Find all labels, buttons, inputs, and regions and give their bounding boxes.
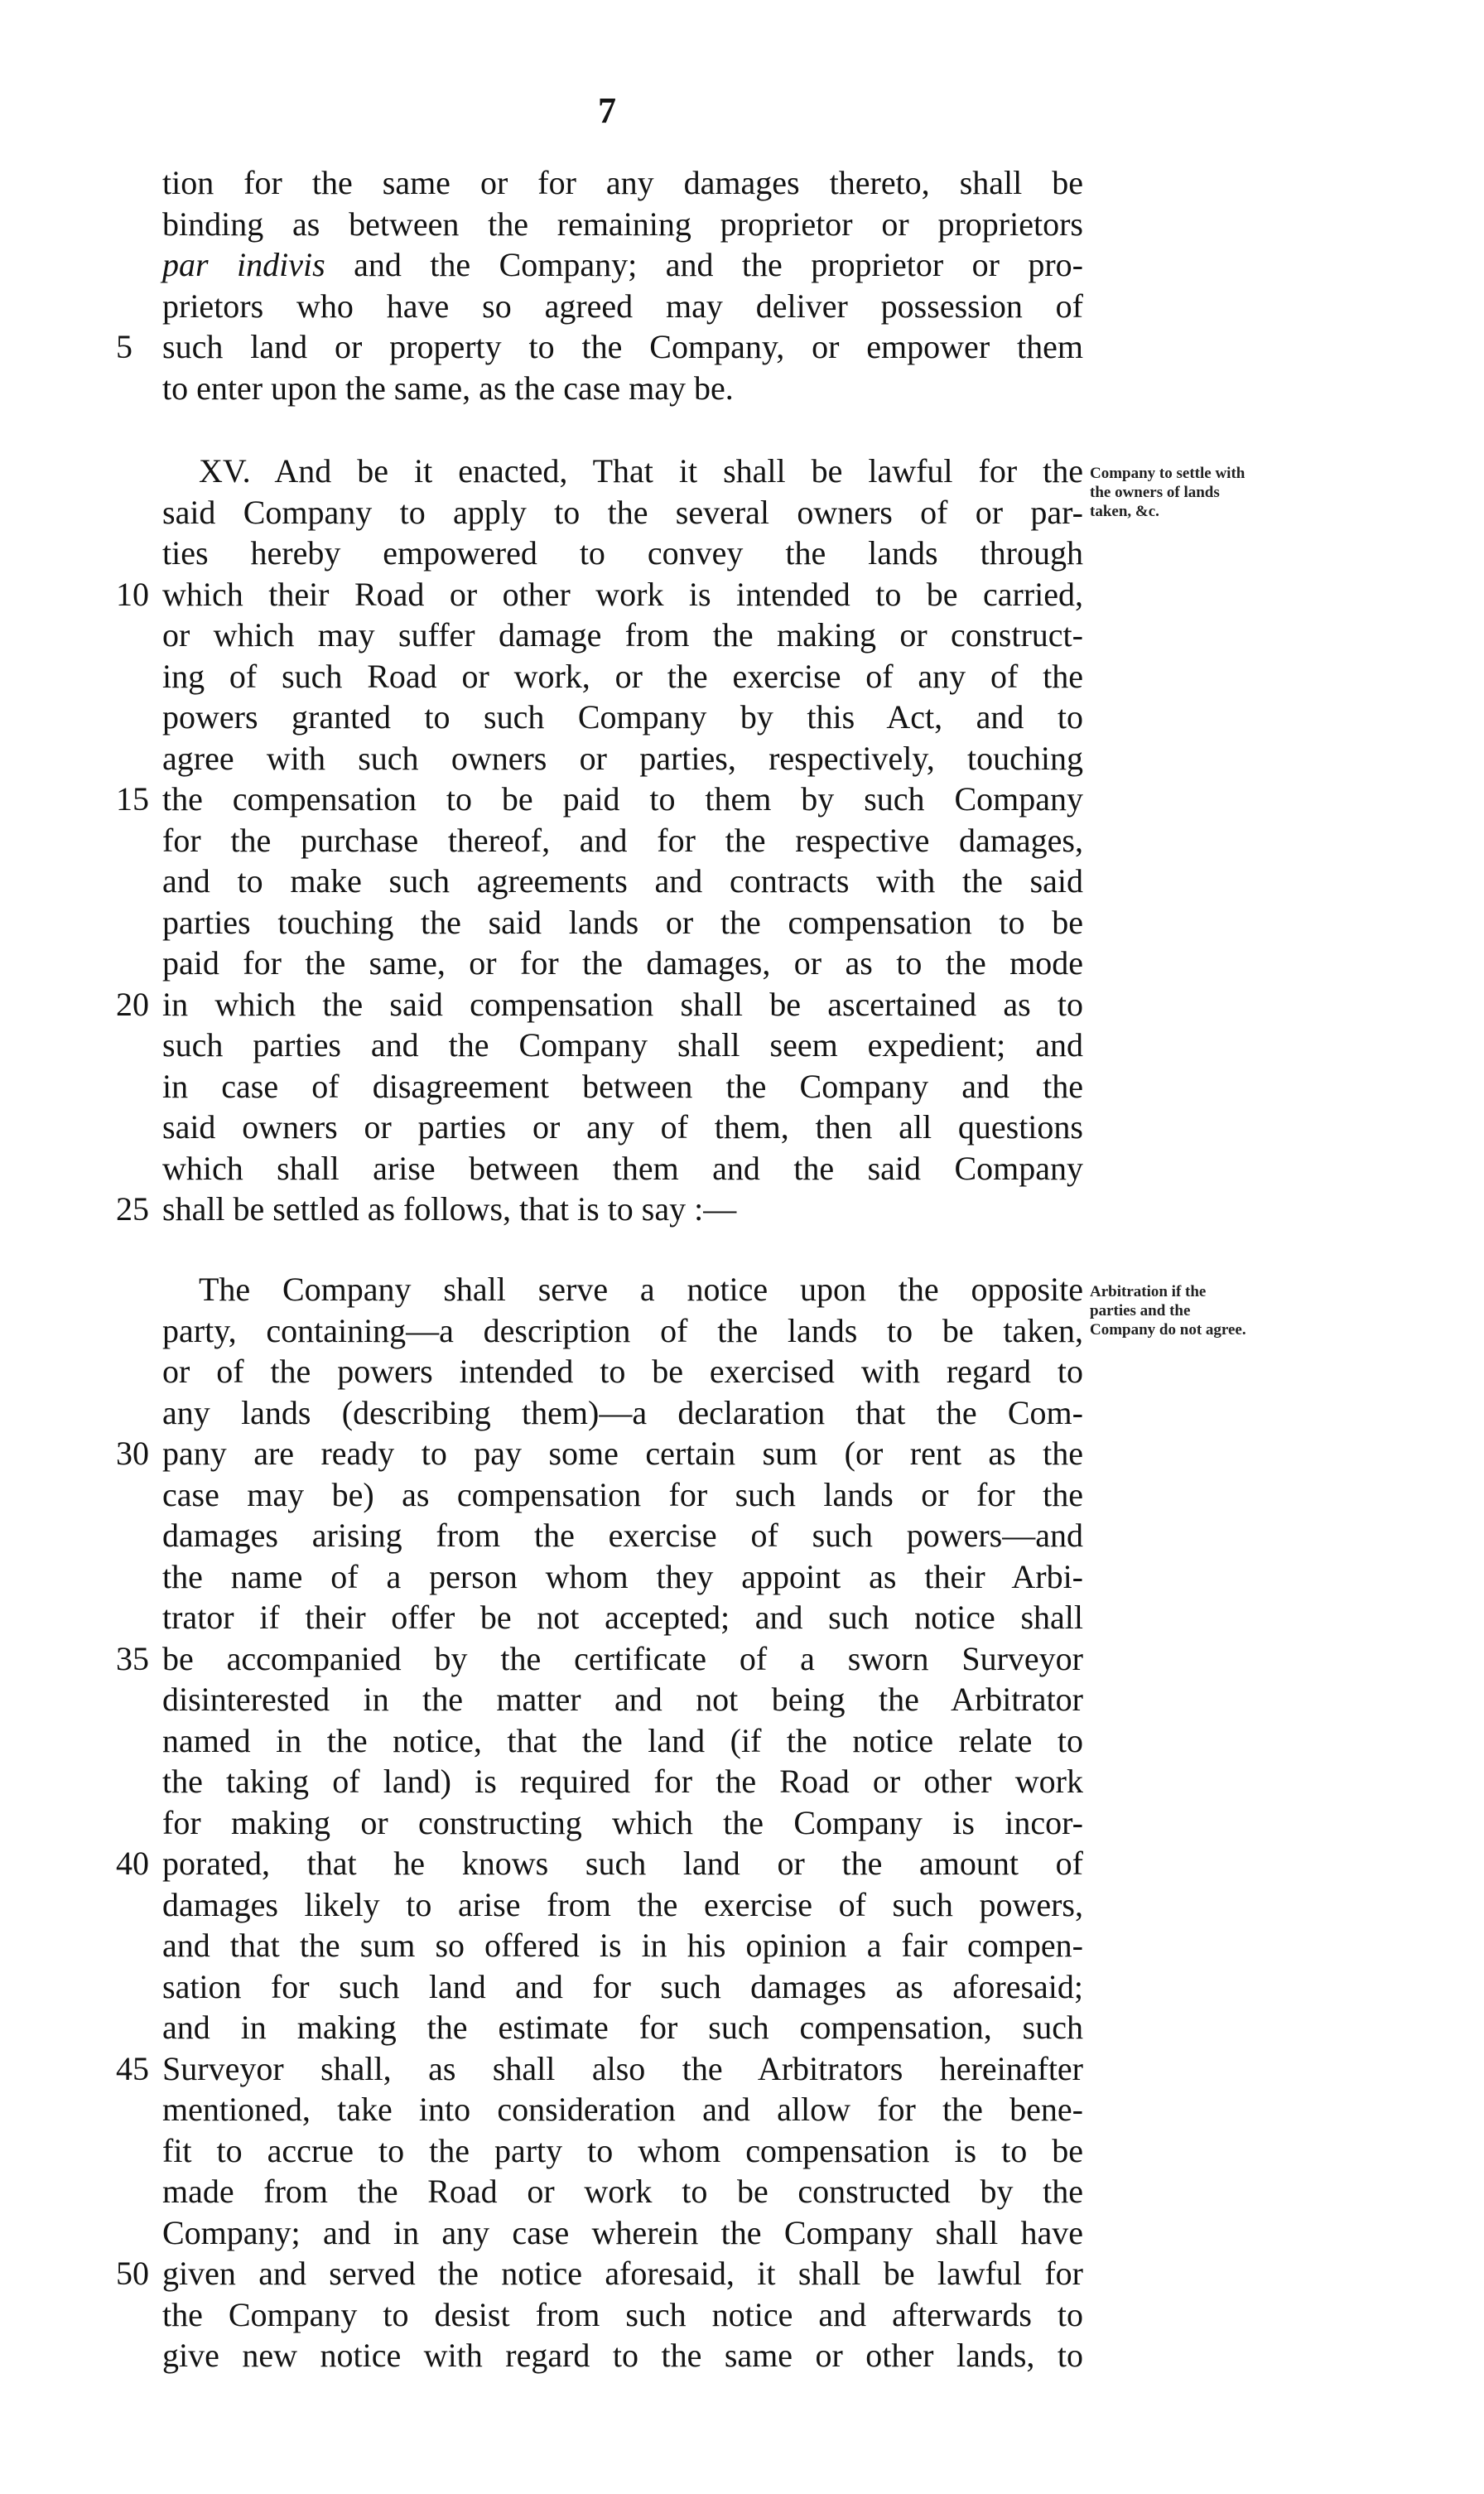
line-text: which shall arise between them and the said Company xyxy=(162,1149,1083,1187)
line-text: The Company shall serve a notice upon the opposite xyxy=(199,1271,1083,1308)
line-text: XV. And be it enacted, That it shall be lawful for the xyxy=(199,452,1083,490)
line-text: be accompanied by the certificate of a sworn Surveyor xyxy=(162,1639,1083,1677)
text-line xyxy=(116,1843,1083,1884)
text-line xyxy=(162,1679,1083,1720)
text-line xyxy=(116,1433,1083,1474)
text-line xyxy=(116,326,1083,368)
text-line xyxy=(162,1107,1083,1148)
text-line xyxy=(162,1515,1083,1556)
paragraph-notice xyxy=(116,1269,1083,2376)
line-text: such parties and the Company shall seem expedient; and xyxy=(162,1026,1083,1064)
text-line xyxy=(162,1925,1083,1966)
line-text: named in the notice, that the land (if the notice relate to xyxy=(162,1721,1083,1759)
line-text: prietors who have so agreed may deliver possession of xyxy=(162,287,1083,325)
text-line xyxy=(162,656,1083,697)
latin-phrase: par indivis xyxy=(162,246,325,283)
line-text: tion for the same or for any damages thereto, shall be xyxy=(162,164,1083,201)
line-text: Surveyor shall, as shall also the Arbitrators hereinafter xyxy=(162,2049,1083,2087)
text-line xyxy=(162,1802,1083,1844)
line-text: porated, that he knows such land or the amount of xyxy=(162,1845,1083,1882)
text-line xyxy=(162,1310,1083,1352)
line-text: disinterested in the matter and not being the Arbitrator xyxy=(162,1681,1083,1718)
line-text: agree with such owners or parties, respectively, touching xyxy=(162,739,1083,777)
text-line xyxy=(116,1189,1083,1230)
line-number: 15 xyxy=(116,780,149,818)
text-line xyxy=(162,2335,1083,2376)
text-line xyxy=(162,1269,1083,1310)
line-text: and that the sum so offered is in his opinion a fair compen- xyxy=(162,1927,1083,1964)
text-line xyxy=(162,1884,1083,1926)
text-line xyxy=(162,2212,1083,2254)
text-line xyxy=(162,943,1083,984)
line-text: or which may suffer damage from the making or construct- xyxy=(162,616,1083,654)
line-text: damages likely to arise from the exercise of such powers, xyxy=(162,1885,1083,1923)
line-text: or of the powers intended to be exercised with regard to xyxy=(162,1353,1083,1390)
page-number: 7 xyxy=(598,90,616,131)
line-text: damages arising from the exercise of such powers—and xyxy=(162,1517,1083,1554)
text-line xyxy=(162,492,1083,533)
line-number: 45 xyxy=(116,2049,149,2087)
text-line xyxy=(162,1761,1083,1802)
line-text: which their Road or other work is intended to be carried, xyxy=(162,575,1083,613)
text-line xyxy=(116,2253,1083,2294)
text-line xyxy=(162,2130,1083,2172)
line-number: 20 xyxy=(116,985,149,1023)
line-text: shall be settled as follows, that is to say :— xyxy=(162,1190,737,1228)
text-line xyxy=(162,1474,1083,1516)
line-text: and in making the estimate for such compensation, such xyxy=(162,2009,1083,2046)
line-number: 10 xyxy=(116,575,149,613)
line-text: in which the said compensation shall be ascertained as to xyxy=(162,985,1083,1023)
text-line xyxy=(162,368,1083,409)
line-text: ties hereby empowered to convey the lands through xyxy=(162,534,1083,572)
line-text: ing of such Road or work, or the exercise of any of the xyxy=(162,657,1083,695)
line-text: party, containing—a description of the lands to be taken, xyxy=(162,1311,1083,1349)
text-line xyxy=(162,1966,1083,2008)
line-text: Company; and in any case wherein the Company shall have xyxy=(162,2213,1083,2251)
line-text: parties touching the said lands or the compensation to be xyxy=(162,903,1083,941)
line-text: fit to accrue to the party to whom compensation is to be xyxy=(162,2131,1083,2169)
line-text: given and served the notice aforesaid, it shall be lawful for xyxy=(162,2255,1083,2292)
sidenote-arbitration: Arbitration if the parties and the Company do not agree. xyxy=(1090,1283,1246,1339)
line-number: 50 xyxy=(116,2255,149,2292)
line-text: said Company to apply to the several owners of or par- xyxy=(162,493,1083,531)
line-text: for making or constructing which the Company is incor- xyxy=(162,1803,1083,1841)
text-line xyxy=(162,1556,1083,1598)
text-line xyxy=(162,244,1083,286)
line-text: powers granted to such Company by this Act, and to xyxy=(162,698,1083,736)
text-line xyxy=(162,615,1083,656)
line-text: binding as between the remaining proprietor or proprietors xyxy=(162,205,1083,243)
text-line xyxy=(162,697,1083,738)
line-text: give new notice with regard to the same or other lands, to xyxy=(162,2337,1083,2374)
line-text: paid for the same, or for the damages, or as to the mode xyxy=(162,944,1083,982)
paragraph-section-xv xyxy=(116,451,1083,1230)
text-line xyxy=(162,1025,1083,1066)
line-number: 30 xyxy=(116,1435,149,1472)
text-line xyxy=(162,820,1083,861)
text-line xyxy=(162,902,1083,943)
text-line xyxy=(162,451,1083,492)
line-text: and to make such agreements and contracts with the said xyxy=(162,862,1083,900)
line-number: 40 xyxy=(116,1845,149,1882)
paragraph-continuation xyxy=(116,162,1083,408)
text-line xyxy=(116,984,1083,1025)
text-line xyxy=(162,1066,1083,1107)
text-line xyxy=(116,779,1083,820)
line-text: sation for such land and for such damages as aforesaid; xyxy=(162,1967,1083,2005)
text-line xyxy=(162,533,1083,574)
text-line xyxy=(116,574,1083,615)
text-line xyxy=(162,204,1083,245)
text-line xyxy=(162,2171,1083,2212)
line-text: the name of a person whom they appoint as their Arbi- xyxy=(162,1557,1083,1595)
line-text: pany are ready to pay some certain sum (or rent as the xyxy=(162,1435,1083,1472)
line-text: case may be) as compensation for such lands or for the xyxy=(162,1475,1083,1513)
text-line xyxy=(116,2048,1083,2090)
sidenote-company-settle: Company to settle with the owners of lands taken, &c. xyxy=(1090,465,1246,520)
line-text: made from the Road or work to be constructed by the xyxy=(162,2173,1083,2210)
line-text: to enter upon the same, as the case may be. xyxy=(162,369,734,407)
text-line xyxy=(162,2007,1083,2048)
text-line xyxy=(162,861,1083,902)
text-line xyxy=(162,1148,1083,1189)
line-text: any lands (describing them)—a declaration that the Com- xyxy=(162,1393,1083,1431)
line-text: the Company to desist from such notice and afterwards to xyxy=(162,2295,1083,2333)
line-text: in case of disagreement between the Company and the xyxy=(162,1067,1083,1105)
text-line xyxy=(162,1392,1083,1434)
text-line xyxy=(162,738,1083,779)
line-text: such land or property to the Company, or empower them xyxy=(162,328,1083,365)
text-line xyxy=(162,1597,1083,1638)
line-text: the compensation to be paid to them by such Company xyxy=(162,780,1083,818)
line-number: 5 xyxy=(116,328,132,365)
text-line xyxy=(116,1638,1083,1680)
line-number: 35 xyxy=(116,1639,149,1677)
line-text: for the purchase thereof, and for the respective damages, xyxy=(162,821,1083,859)
text-line xyxy=(162,286,1083,327)
line-text: mentioned, take into consideration and allow for the bene- xyxy=(162,2091,1083,2128)
text-line xyxy=(162,2294,1083,2336)
text-line xyxy=(162,1351,1083,1392)
text-line xyxy=(162,2089,1083,2130)
line-number: 25 xyxy=(116,1190,149,1228)
text-line xyxy=(162,1720,1083,1762)
line-text: the taking of land) is required for the Road or other work xyxy=(162,1763,1083,1800)
line-text: par indivis and the Company; and the proprietor or pro- xyxy=(162,246,1083,283)
text-line xyxy=(162,162,1083,204)
line-text: trator if their offer be not accepted; and such notice shall xyxy=(162,1599,1083,1636)
line-text: said owners or parties or any of them, then all questions xyxy=(162,1108,1083,1146)
